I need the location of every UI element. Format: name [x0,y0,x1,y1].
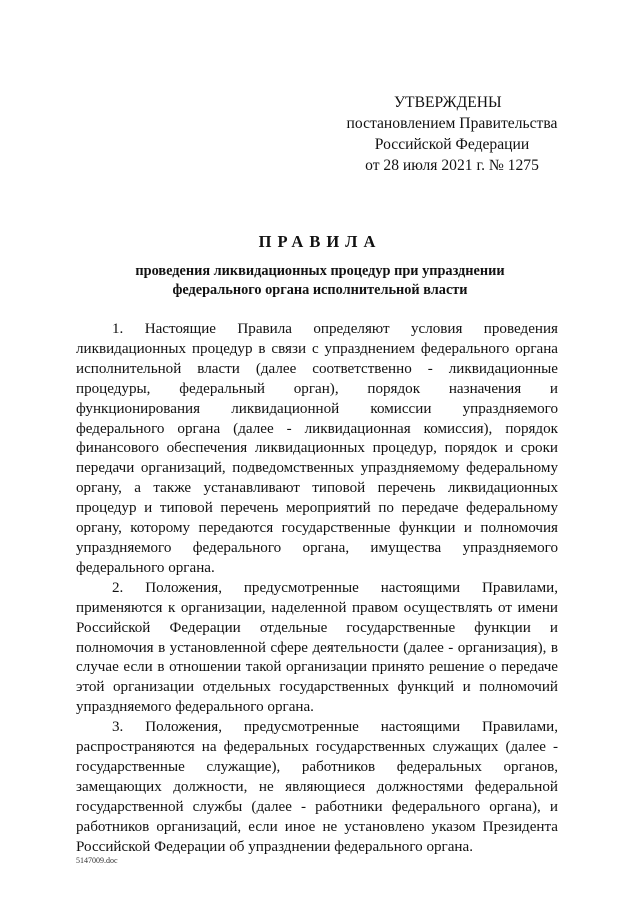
paragraph-2: 2. Положения, предусмотренные настоящими Правилами, применяются к организации, наделенной правом осуществлять от имени Российской Федерации отдельные государственные функции и полномочия в установленной сфере деятельности (далее - организация), в случае если в отношении такой организации принято решение о передаче этой организации отдельных государственных функций и полномочий упраздняемого федерального органа. [76,579,558,716]
approval-heading: УТВЕРЖДЕНЫ [394,94,502,111]
document-subtitle [0,262,640,300]
approval-line-2: Российской Федерации [374,136,530,153]
paragraph-3: 3. Положения, предусмотренные настоящими Правилами, распространяются на федеральных государственных служащих (далее - государственные служащие), работников федеральных органов, замещающих должности, не являющиеся должностями федеральной государственной службы (далее - работники федерального органа), и работников организаций, если иное не установлено указом Президента Российской Федерации об упразднении федерального органа. [76,719,558,855]
paragraph-1: 1. Настоящие Правила определяют условия проведения ликвидационных процедур в связи с упразднением федерального органа исполнительной власти (далее соответственно - ликвидационные процедуры, федеральный орган), порядок назначения и функционирования ликвидационной комиссии упраздняемого федерального органа (далее - ликвидационная комиссия), порядок финансового обеспечения ликвидационных процедур, порядок и сроки передачи организаций, подведомственных упраздняемому федеральному органу, а также устанавливают типовой перечень ликвидационных процедур и типовой перечень мероприятий по передаче федеральному органу, которому передаются государственные функции и полномочия упраздняемого федерального органа, имущества упраздняемого федерального органа. [76,321,558,576]
document-body [76,320,558,857]
approval-block [330,92,574,176]
document-title: ПРАВИЛА [258,232,382,251]
subtitle-line-2: федерального органа исполнительной власти [172,282,468,298]
subtitle-line-1: проведения ликвидационных процедур при упразднении [135,263,505,279]
approval-line-3: от 28 июля 2021 г. № 1275 [365,157,539,174]
file-name-footer: 5147009.doc [76,856,118,865]
approval-line-1: постановлением Правительства [346,115,558,132]
